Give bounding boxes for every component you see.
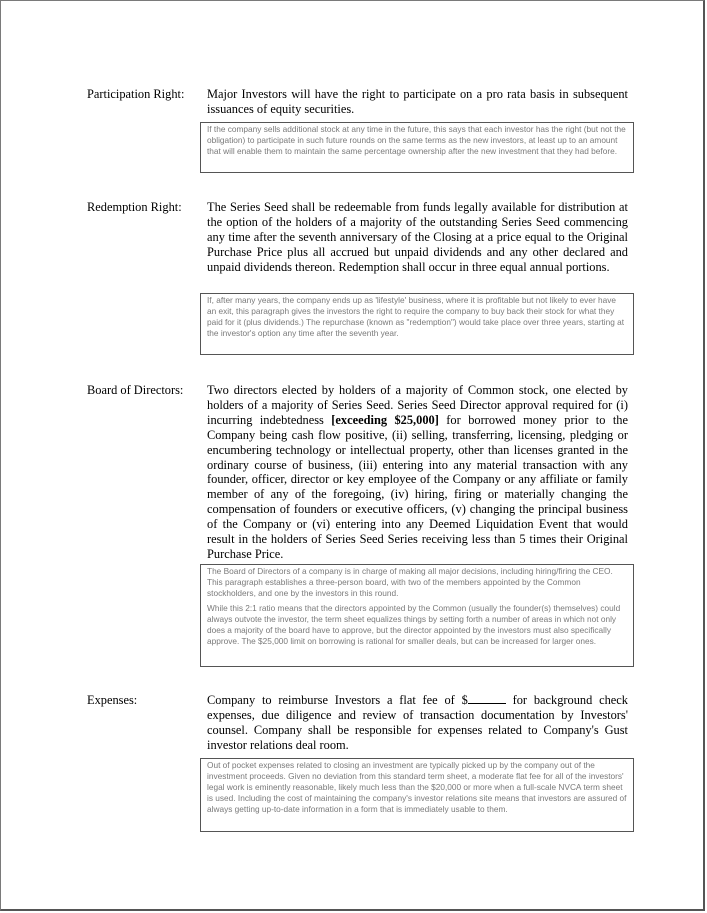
explanatory-note bbox=[200, 122, 634, 173]
body-text-part: Company to reimburse Investors a flat fee of $ bbox=[207, 693, 468, 707]
borrowing-limit-text: [exceeding $25,000] bbox=[331, 412, 439, 427]
body-text-part: for borrowed money prior to the Company being cash flow positive, (ii) selling, transferring, licensing, pledging or encumbering technology or intellectual property, other than licenses granted in the ordinary course of business, (iii) entering into any material transaction with any founder, officer, director or key employee of the Company or any affiliate or family member of any of the foregoing, (iv) hiring, firing or materially changing the compensation of founders or executive officers, (v) changing the principal business of the Company or (vi) entering into any Deemed Liquidation Event that would result in the holders of Series Seed Series receiving less than 5 times their Original Purchase Price. bbox=[207, 412, 628, 561]
note-paragraph: If the company sells additional stock at any time in the future, this says that each investor has the right (but not the obligation) to participate in such future rounds on the same terms as the new investors, at least up to an amount that will enable them to maintain the same percentage ownership after the new investment that they had before. bbox=[207, 124, 626, 156]
body-text-part: for background check expenses, due diligence and review of transaction documentation by Investors' counsel. Company shall be responsible for expenses related to Company's Gust investor relations deal room. bbox=[207, 693, 628, 752]
section-body: The Series Seed shall be redeemable from funds legally available for distribution at the option of the holders of a majority of the outstanding Series Seed commencing any time after the seventh anniversary of the Closing at a price equal to the Original Purchase Price plus all accrued but unpaid dividends and any other declared and unpaid dividends thereon. Redemption shall occur in three equal annual portions. bbox=[207, 200, 628, 274]
explanatory-note bbox=[200, 564, 634, 667]
body-text-part: Two directors elected by holders of a majority of Common stock, one elected by holders of a majority of Series Seed. Series Seed Director approval required for (i) incurring indebtedness bbox=[207, 383, 628, 427]
explanatory-note bbox=[200, 293, 634, 355]
section-body: Major Investors will have the right to participate on a pro rata basis in subsequent issuances of equity securities. bbox=[207, 87, 628, 116]
section-label: Participation Right: bbox=[87, 87, 185, 101]
section-label: Expenses: bbox=[87, 693, 138, 707]
fee-blank-line bbox=[468, 693, 506, 704]
section-body bbox=[207, 383, 628, 562]
section-label: Board of Directors: bbox=[87, 383, 184, 397]
note-paragraph: Out of pocket expenses related to closing an investment are typically picked up by the company out of the investment proceeds. Given no deviation from this standard term sheet, a moderate flat fee for all of the investors' legal work is eminently reasonable, likely much less than the $20,000 or more when a full-scale NVCA term sheet is used. Including the cost of maintaining the company's investor relations site means that investors are assured of always getting up-to-date information in a form that is immediately usable to them. bbox=[207, 760, 627, 814]
note-paragraph: While this 2:1 ratio means that the directors appointed by the Common (usually the founder(s) themselves) could always outvote the investor, the term sheet equalizes things by setting forth a number of areas in which not only does a majority of the board have to approve, but the director appointed by the investors must also specifically approve. The $25,000 limit on borrowing is rational for smaller deals, but can be increased for larger ones. bbox=[207, 603, 621, 646]
explanatory-note bbox=[200, 758, 634, 832]
section-label: Redemption Right: bbox=[87, 200, 182, 214]
note-paragraph: If, after many years, the company ends up as 'lifestyle' business, where it is profitable but not likely to ever have an exit, this paragraph gives the investors the right to require the company to buy back their stock for what they paid for it (plus dividends.) The repurchase (known as "redemption") would take place over three years, starting at the investor's option any time after the seventh year. bbox=[207, 295, 625, 338]
note-paragraph: The Board of Directors of a company is in charge of making all major decisions, including hiring/firing the CEO. This paragraph establishes a three-person board, with two of the members appointed by the Common stockholders, and one by the investors in this round. bbox=[207, 566, 613, 598]
section-body bbox=[207, 693, 628, 753]
